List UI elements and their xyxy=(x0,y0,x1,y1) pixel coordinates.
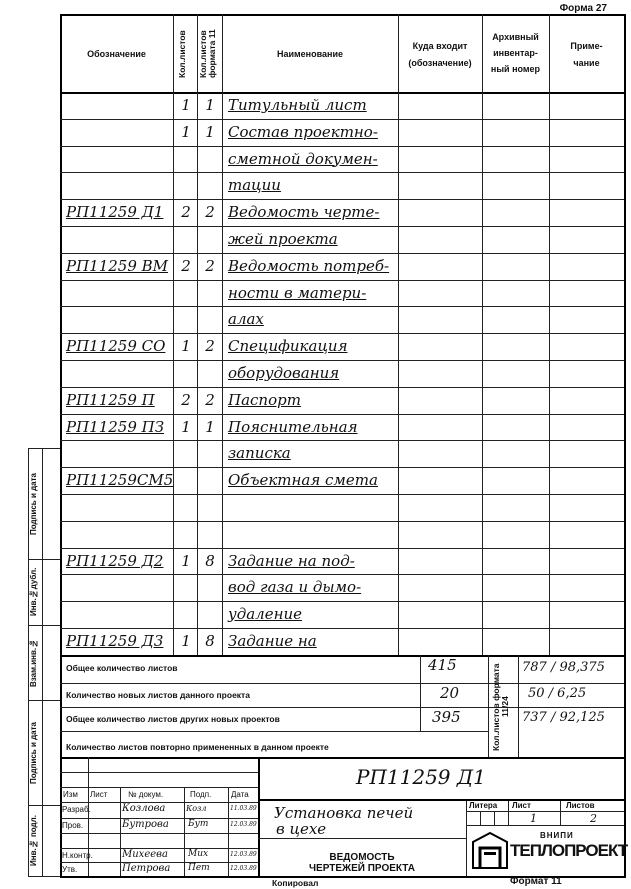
other-label: Общее количество листов других новых проектов xyxy=(66,714,280,724)
row-sheets: 1 xyxy=(181,96,191,114)
row-sheets: 1 xyxy=(181,417,191,436)
stamp-col xyxy=(560,799,561,825)
header-sheets: Кол.листов xyxy=(177,30,187,78)
reused-label: Количество листов повторно примененных в данном проекте xyxy=(66,742,329,752)
stamp-sheet-value: 1 xyxy=(530,812,537,825)
stamp-row xyxy=(60,772,258,773)
side-signature-date-2: Подпись и дата xyxy=(29,722,38,784)
stamp-h-date: Дата xyxy=(231,790,249,799)
row-divider xyxy=(60,253,624,254)
frame-top xyxy=(60,14,626,16)
row-name: жей проекта xyxy=(228,230,338,248)
totals-col xyxy=(518,655,519,757)
row-name: удаление xyxy=(228,605,302,624)
side-line xyxy=(28,876,60,877)
row-sheets-format: 8 xyxy=(205,551,215,570)
stamp-r1-date: 11.03.89 xyxy=(230,805,257,812)
side-line xyxy=(28,448,60,449)
row-name: Ведомость черте- xyxy=(228,203,380,222)
row-sheets-format: 1 xyxy=(205,96,215,114)
row-designation: РП11259 ПЗ xyxy=(66,417,165,436)
stamp-h-izm: Изм xyxy=(63,790,78,799)
row-divider xyxy=(60,306,624,307)
row-divider xyxy=(60,628,624,629)
stamp-r3-name: Михеева xyxy=(122,849,168,860)
header-note-1: Приме- xyxy=(570,41,603,51)
row-divider xyxy=(60,146,624,147)
stamp-h-doc: № докум. xyxy=(128,790,164,799)
row-name: алах xyxy=(228,310,264,329)
totals-line xyxy=(60,707,624,708)
row-divider xyxy=(60,414,624,415)
side-line xyxy=(42,448,43,876)
col-line xyxy=(482,14,483,655)
row-divider xyxy=(60,440,624,441)
header-where-2: (обозначение) xyxy=(408,58,472,68)
row-sheets: 2 xyxy=(181,256,191,275)
row-sheets-format: 1 xyxy=(205,417,215,436)
row-divider xyxy=(60,548,624,549)
row-name: ности в матери- xyxy=(228,283,367,302)
row-divider xyxy=(60,333,624,334)
format-col-label: Кол.листов формата 11/24 xyxy=(491,663,510,751)
row-designation: РП11259 П xyxy=(66,390,155,409)
stamp-r1-sign: Козл xyxy=(186,804,207,813)
stamp-h-sheets: Листов xyxy=(566,801,595,810)
row-name: Ведомость потреб- xyxy=(228,256,390,275)
organization-logo-icon xyxy=(470,830,510,872)
row-name: Паспорт xyxy=(228,390,301,409)
row-name: Задание на xyxy=(228,632,317,650)
row-sheets-format: 2 xyxy=(205,256,215,275)
row-designation: РП11259 Д3 xyxy=(66,632,164,650)
side-line xyxy=(28,625,60,626)
org-big: ТЕПЛОПРОЕКТ xyxy=(510,841,628,860)
stamp-code: РП11259 Д1 xyxy=(356,765,486,789)
col-line xyxy=(197,14,198,655)
stamp-row xyxy=(60,787,258,788)
fmt-total: 787 / 98,375 xyxy=(522,660,605,675)
stamp-h-sign: Подп. xyxy=(190,790,212,799)
side-inv-dub: Инв.№дубл. xyxy=(29,567,38,617)
new-value: 20 xyxy=(440,684,460,702)
side-signature-date-1: Подпись и дата xyxy=(29,473,38,535)
row-divider xyxy=(60,172,624,173)
row-name: Объектная смета xyxy=(228,471,378,490)
other-value: 395 xyxy=(432,708,461,726)
stamp-h-litera: Литера xyxy=(469,801,498,810)
side-line xyxy=(28,805,60,806)
header-archive-2: инвентар- xyxy=(493,48,538,58)
row-name: тации xyxy=(228,176,281,195)
row-sheets-format: 8 xyxy=(205,632,215,650)
row-name: Состав проектно- xyxy=(228,122,378,141)
totals-bottom xyxy=(60,757,624,759)
header-note-2: чание xyxy=(573,58,600,68)
row-sheets-format: 2 xyxy=(205,390,215,409)
stamp-title-1: Установка печей xyxy=(274,804,414,822)
stamp-sheets-value: 2 xyxy=(590,812,597,825)
col-line xyxy=(398,14,399,655)
stamp-col xyxy=(480,811,481,825)
stamp-col xyxy=(494,811,495,825)
row-divider xyxy=(60,360,624,361)
stamp-r3-date: 12.03.89 xyxy=(230,851,257,858)
side-inv-orig: Инв.№ подл. xyxy=(29,815,38,867)
stamp-r1-name: Козлова xyxy=(122,803,166,814)
row-sheets: 1 xyxy=(181,632,191,650)
format-label: Формат 11 xyxy=(510,876,562,887)
row-designation: РП11259СМ5 xyxy=(66,471,174,490)
col-line xyxy=(222,14,223,655)
stamp-row xyxy=(60,833,258,834)
col-line xyxy=(549,14,550,655)
row-sheets: 1 xyxy=(181,551,191,570)
stamp-row xyxy=(258,838,466,839)
stamp-col xyxy=(508,799,509,825)
totals-line xyxy=(60,731,488,732)
row-divider xyxy=(60,387,624,388)
row-divider xyxy=(60,280,624,281)
stamp-r2-date: 12.03.89 xyxy=(230,821,257,828)
header-archive-1: Архивный xyxy=(492,32,539,42)
stamp-h-sheet: Лист xyxy=(512,801,531,810)
stamp-row xyxy=(466,825,624,826)
stamp-doc-1: ВЕДОМОСТЬ xyxy=(329,852,395,863)
stamp-r4-date: 12.03.89 xyxy=(230,865,257,872)
row-divider xyxy=(60,601,624,602)
row-divider xyxy=(60,226,624,227)
stamp-doc-2: ЧЕРТЕЖЕЙ ПРОЕКТА xyxy=(309,863,415,874)
side-vzam-inv: Взам.инв.№ xyxy=(29,638,38,688)
fmt-new: 50 / 6,25 xyxy=(528,686,587,701)
row-name: оборудования xyxy=(228,364,340,382)
total-label: Общее количество листов xyxy=(66,663,178,673)
stamp-r2-sign: Бут xyxy=(188,819,209,829)
fmt-other: 737 / 92,125 xyxy=(522,710,605,725)
stamp-r4-sign: Пет xyxy=(188,863,210,873)
stamp-r2-role: Пров. xyxy=(62,821,84,830)
stamp-r4-name: Петрова xyxy=(122,863,171,874)
row-designation: РП11259 СО xyxy=(66,337,166,356)
row-designation: РП11259 Д2 xyxy=(66,551,164,570)
row-name: Пояснительная xyxy=(228,417,358,436)
stamp-r4-role: Утв. xyxy=(62,865,78,874)
row-sheets: 1 xyxy=(181,337,191,356)
stamp-row xyxy=(466,811,624,812)
row-sheets: 2 xyxy=(181,390,191,409)
row-name: записка xyxy=(228,444,291,463)
totals-col xyxy=(488,655,489,757)
header-sheets-format: Кол.листов формата 11 xyxy=(198,29,217,79)
col-line xyxy=(173,14,174,655)
frame-right xyxy=(624,14,626,876)
row-name: сметной докумен- xyxy=(228,149,378,168)
row-sheets: 1 xyxy=(181,122,191,141)
row-sheets-format: 2 xyxy=(205,337,215,356)
totals-line xyxy=(60,683,624,684)
total-value: 415 xyxy=(428,656,457,674)
stamp-r2-name: Бутрова xyxy=(122,819,169,830)
stamp-title-2: в цехе xyxy=(276,820,327,838)
header-archive-3: ный номер xyxy=(490,64,541,74)
row-designation: РП11259 ВМ xyxy=(66,256,169,275)
row-divider xyxy=(60,494,624,495)
row-divider xyxy=(60,574,624,575)
totals-col xyxy=(420,655,421,731)
row-designation: РП11259 Д1 xyxy=(66,203,164,222)
org-small: ВНИПИ xyxy=(540,831,574,840)
stamp-r3-sign: Мих xyxy=(188,849,209,859)
row-name: Задание на под- xyxy=(228,551,355,570)
row-sheets: 2 xyxy=(181,203,191,222)
row-name: Титульный лист xyxy=(228,96,367,114)
row-divider xyxy=(60,119,624,120)
new-label: Количество новых листов данного проекта xyxy=(66,690,250,700)
stamp-r3-role: Н.контр. xyxy=(62,851,93,860)
form-label: Форма 27 xyxy=(559,3,607,14)
totals-top xyxy=(60,655,624,657)
row-divider xyxy=(60,199,624,200)
stamp-r1-role: Разраб. xyxy=(62,805,91,814)
frame-left xyxy=(60,14,62,876)
header-where-1: Куда входит xyxy=(412,41,468,51)
copied-label: Копировал xyxy=(272,878,319,888)
row-sheets-format: 1 xyxy=(205,122,215,141)
header-name: Наименование xyxy=(276,49,344,59)
stamp-h-list: Лист xyxy=(90,790,108,799)
side-line xyxy=(28,700,60,701)
row-sheets-format: 2 xyxy=(205,203,215,222)
row-divider xyxy=(60,467,624,468)
header-bottom xyxy=(60,92,624,94)
row-name: вод газа и дымо- xyxy=(228,578,362,597)
row-divider xyxy=(60,521,624,522)
header-designation: Обозначение xyxy=(87,49,146,59)
row-name: Спецификация xyxy=(228,337,348,356)
side-line xyxy=(28,559,60,560)
